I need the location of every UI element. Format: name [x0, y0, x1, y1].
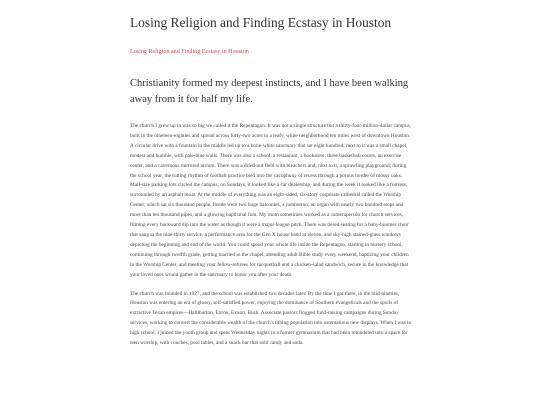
article-body [130, 122, 413, 358]
article-title: Losing Religion and Finding Ecstasy in Houston [130, 15, 392, 30]
article-lede: Christianity formed my deepest instincts, and I have been walking away from it for half my life. [130, 78, 409, 105]
body-paragraph: The church was founded in 1927, and the school was established two decades later. By the time I got there, in the mid-nineties, Houston was entering an era of glossy, self-satisfied power, enjoying the dominance of Southern evangelicals and the spoils of extractive Texan empires—Halliburton, Enron, Exxon, Bush. Associate pastors flogged fund-raising campaigns during Sunday services, working to convert the considerable wealth of the church's tithing population into ostentatious new displays. When I was in high school, I joined the youth group and spent Wednesday nights in a former gymnasium that had been remodeled into a space for teen worship, with couches, pool tables, and a snack bar that sold candy and soda. [130, 290, 412, 347]
article-title-link[interactable]: Losing Religion and Finding Ecstasy in Houston [130, 49, 249, 55]
body-paragraph: The church I grew up in was so big we called it the Repentagon. It was not a single structure but a thirty-four-million-dollar campus, built in the nineteen-eighties and spread across forty-two acres in a leafy, white neighborhood ten miles west of downtown Houston. A circular drive with a fountain in the middle led up to a bone-white sanctuary that sat eight hundred; next to it was a small chapel, modest and humble, with pale-blue walls. There was also a school, a restaurant, a bookstore, three basketball courts, an exercise center, and a cavernous mirrored atrium. There was a dried-out field with bleachers and, next to it, a sprawling playground; during the school year, the rutting rhythm of football practice bled into the cacophony of recess through a porous border of mossy oaks. Mall-size parking lots circled the campus; on Sundays, it looked like a car dealership, and during the week it looked like a fortress, surrounded by an asphalt moat. At the middle of everything was an eight-sided, six-story corporate cathedral called the Worship Center, which sat six thousand people. Inside were two huge balconies, a jumbotron, an organ with nearly two hundred stops and more than ten thousand pipes, and a glowing baptismal font. My mom sometimes worked as a camerapersón for church services, filming every backward dip into the water as though it were a major-league pitch. There was tiered seating for a baby-boomer choir that sang at the nine-thirty service, a performance area for the Gen X house band at eleven, and sky-high stained-glass windows depicting the beginning and end of the world. You could spend your whole life inside the Repentagon, starting in nursery school, continuing through twelfth grade, getting married in the chapel, attending adult Bible study every weekend, baptizing your children in the Worship Center, and meeting your fellow-retirees for racquetball and a chicken-salad sandwich, secure in the knowledge that your loved ones would gather in the sanctuary to honor you after your death. [130, 123, 411, 278]
